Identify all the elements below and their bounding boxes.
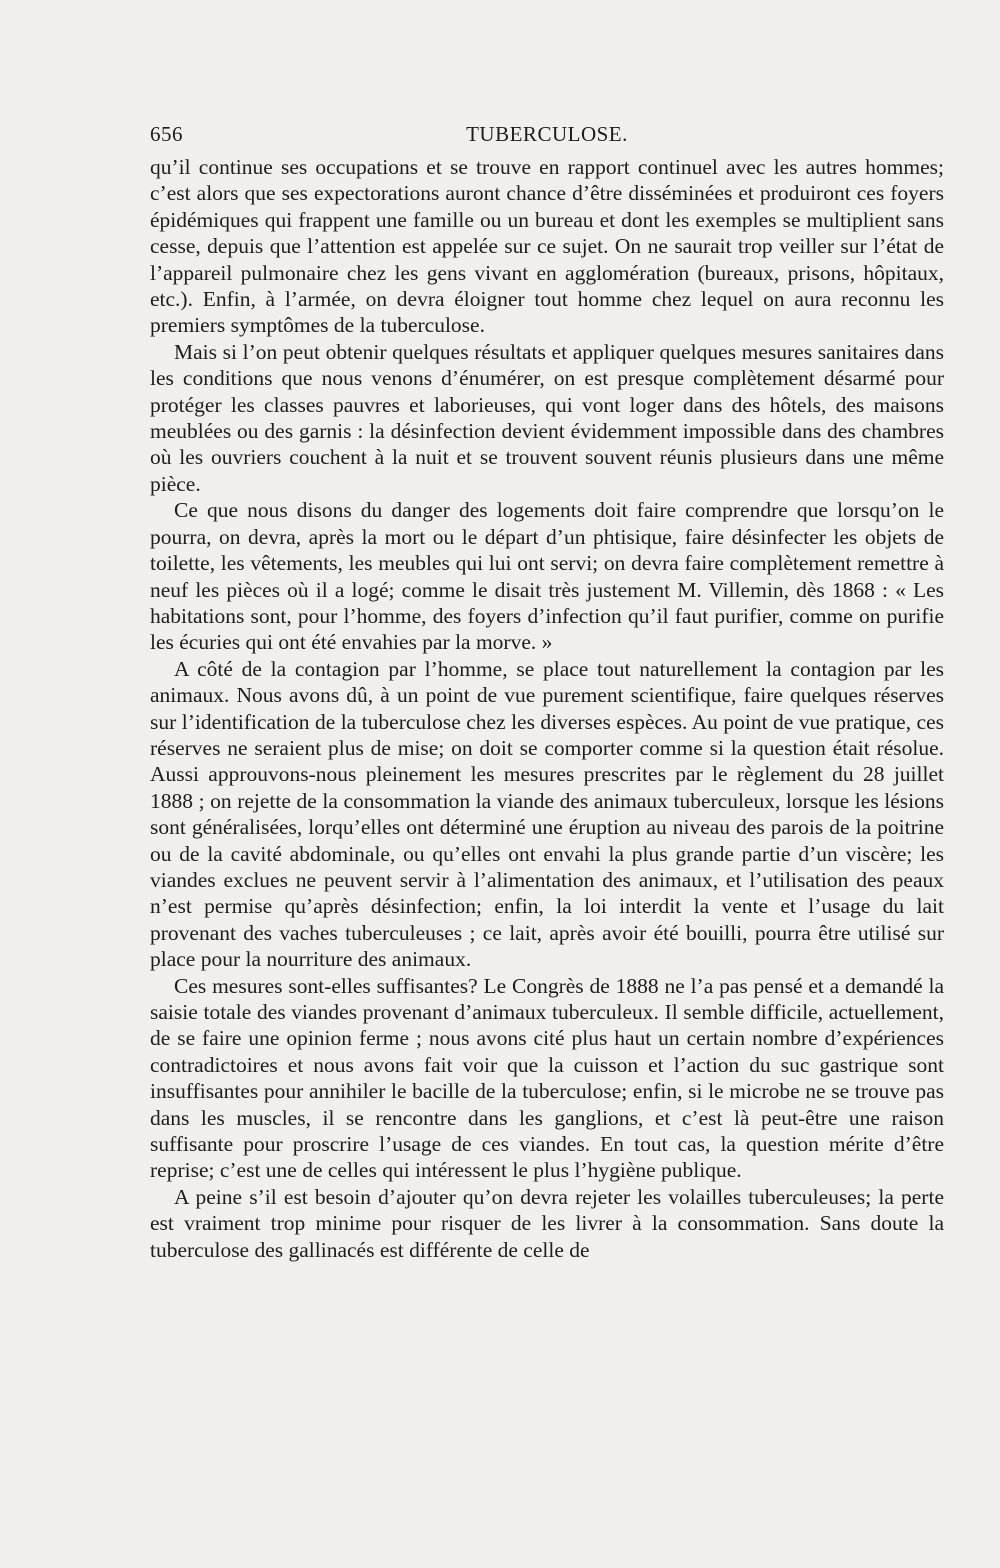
paragraph: A côté de la contagion par l’homme, se place tout naturellement la contagion par les animaux. Nous avons dû, à un point de vue purement scientifique, faire quelques réserves sur l’identification de la tuberculose chez les diverses espèces. Au point de vue pratique, ces réserves ne seraient plus de mise; on doit se comporter comme si la question était résolue. Aussi approuvons-nous pleinement les mesures prescrites par le règlement du 28 juillet 1888 ; on rejette de la consommation la viande des animaux tuberculeux, lorsque les lésions sont généralisées, lorqu’elles ont déterminé une éruption au niveau des parois de la poitrine ou de la cavité abdominale, ou qu’elles ont envahi la plus grande partie d’un viscère; les viandes exclues ne peuvent servir à l’alimentation des animaux, et l’utilisation des peaux n’est permise qu’après désinfection; enfin, la loi interdit la vente et l’usage du lait provenant des vaches tuberculeuses ; ce lait, après avoir été bouilli, pourra être utilisé sur place pour la nourriture des animaux.: [150, 656, 944, 972]
paragraph-continued: qu’il continue ses occupations et se trouve en rapport continuel avec les autres hommes; c’est alors que ses expectorations auront chance d’être disséminées et produiront ces foyers épidémiques qui frappent une famille ou un bureau et dont les exemples se multiplient sans cesse, depuis que l’attention est appelée sur ce sujet. On ne saurait trop veiller sur l’état de l’appareil pulmonaire chez les gens vivant en agglomération (bureaux, prisons, hôpitaux, etc.). Enfin, à l’armée, on devra éloigner tout homme chez lequel on aura reconnu les premiers symptômes de la tuberculose.: [150, 155, 944, 338]
paragraph: A peine s’il est besoin d’ajouter qu’on devra rejeter les volailles tuberculeuses; la perte est vraiment trop minime pour risquer de les livrer à la consommation. Sans doute la tuberculose des gallinacés est différente de celle de: [150, 1184, 944, 1262]
page-number: 656: [150, 122, 183, 146]
paragraph: Mais si l’on peut obtenir quelques résultats et appliquer quelques mesures sanitaires dans les conditions que nous venons d’énumérer, on est presque complètement désarmé pour protéger les classes pauvres et laborieuses, qui vont loger dans des hôtels, des maisons meublées ou des garnis : la désinfection devient évidemment impossible dans des chambres où les ouvriers couchent à la nuit et se trouvent souvent réunis plusieurs dans une même pièce.: [150, 339, 944, 496]
paragraph: Ce que nous disons du danger des logements doit faire comprendre que lorsqu’on le pourra, on devra, après la mort ou le départ d’un phtisique, faire désinfecter les objets de toilette, les vêtements, les meubles qui lui ont servi; on devra faire complètement remettre à neuf les pièces où il a logé; comme le disait très justement M. Villemin, dès 1868 : « Les habitations sont, pour l’homme, des foyers d’infection qu’il faut purifier, comme on purifie les écuries qui ont été envahies par la morve. »: [150, 498, 944, 655]
paragraph: Ces mesures sont-elles suffisantes? Le Congrès de 1888 ne l’a pas pensé et a demandé la saisie totale des viandes provenant d’animaux tuberculeux. Il semble difficile, actuellement, de se faire une opinion ferme ; nous avons cité plus haut un certain nombre d’expériences contradictoires et nous avons fait voir que la cuisson et l’action du suc gastrique sont insuffisantes pour annihiler le bacille de la tuberculose; enfin, si le microbe ne se trouve pas dans les muscles, il se rencontre dans les ganglions, et c’est là peut-être une raison suffisante pour proscrire l’usage de ces viandes. En tout cas, la question mérite d’être reprise; c’est une de celles qui intéressent le plus l’hygiène publique.: [150, 973, 944, 1183]
running-head: [150, 122, 944, 152]
running-title: TUBERCULOSE.: [466, 122, 628, 146]
body-text: [150, 154, 944, 1263]
